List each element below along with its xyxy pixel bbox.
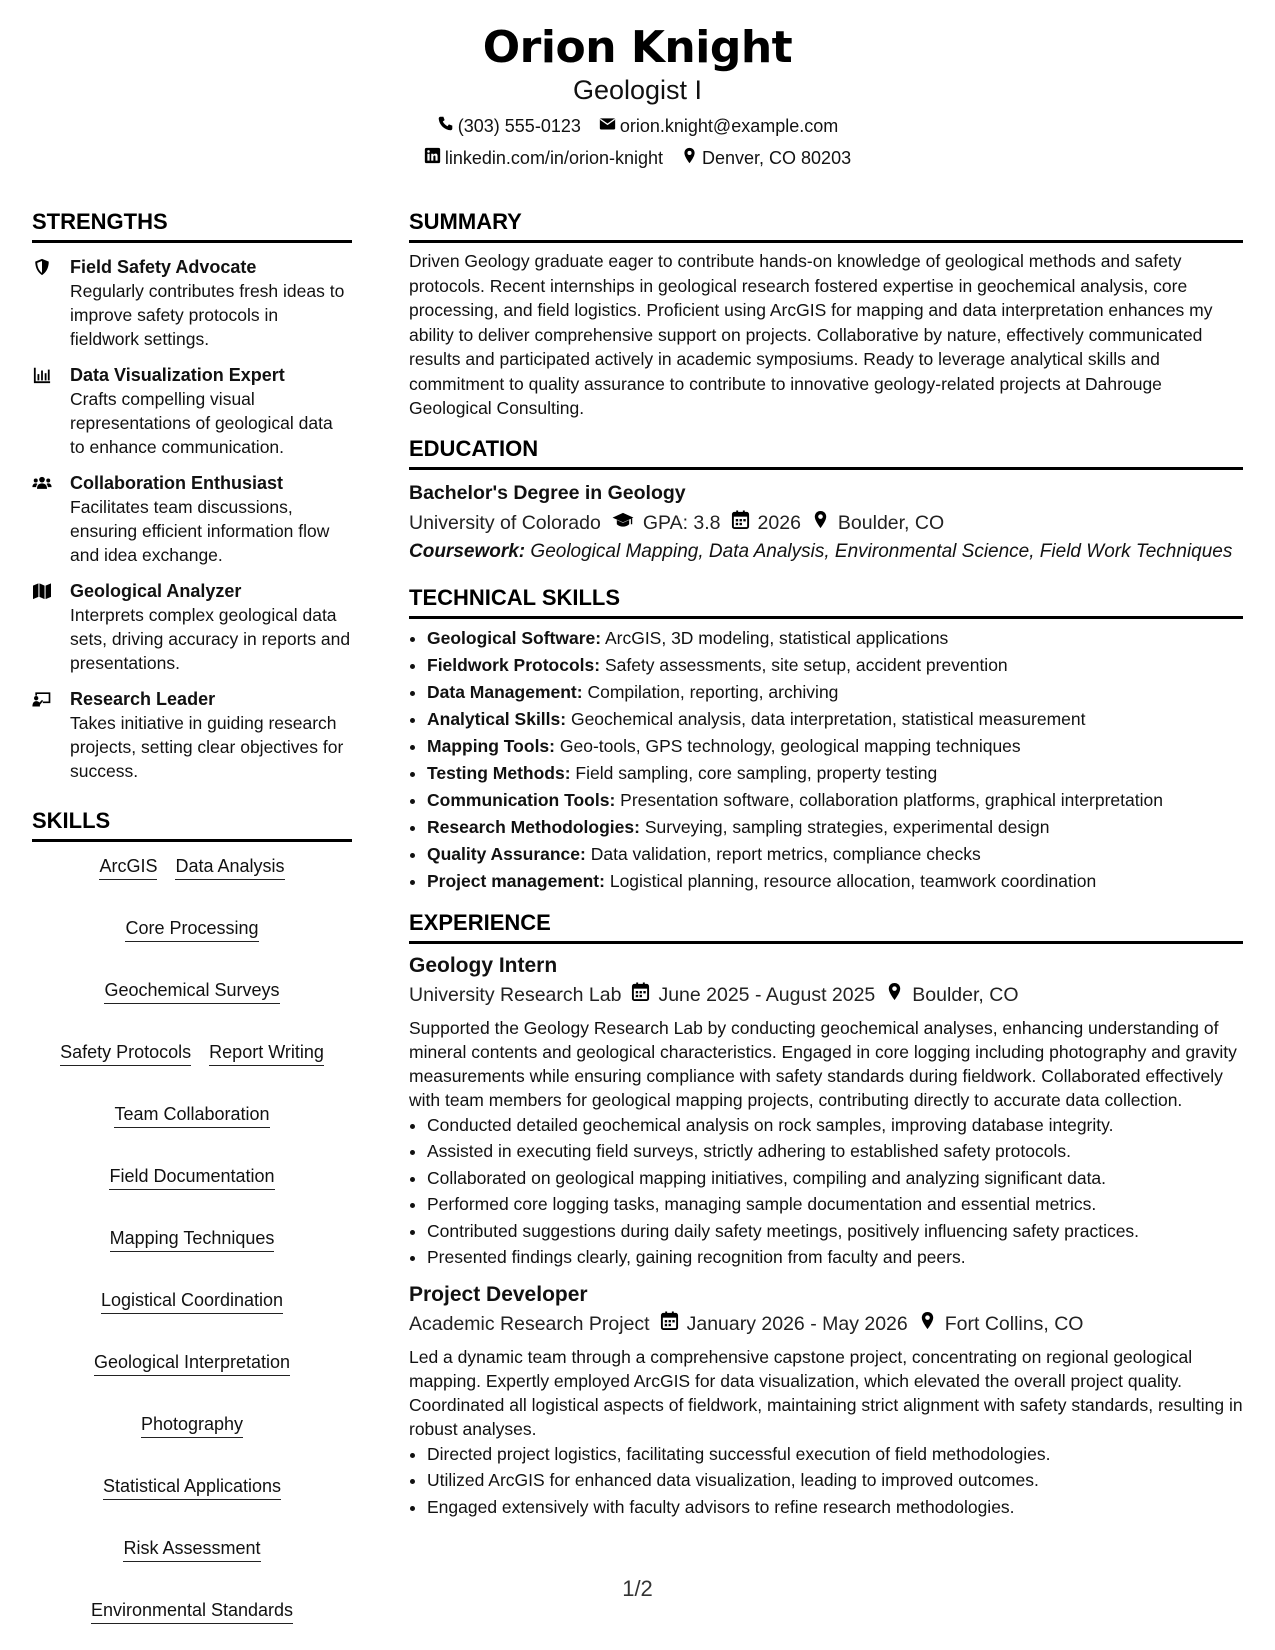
list-item: • Communication Tools: Presentation software, collaboration platforms, graphical interpretation bbox=[427, 787, 1243, 814]
list-item: • Analytical Skills: Geochemical analysis, data interpretation, statistical measurement bbox=[427, 706, 1243, 733]
skill-chip: Report Writing bbox=[209, 1040, 324, 1066]
strength-title: Data Visualization Expert bbox=[70, 365, 285, 385]
list-item: • Data Management: Compilation, reporting, archiving bbox=[427, 679, 1243, 706]
calendar-icon bbox=[660, 1311, 679, 1337]
skill-chip: Mapping Techniques bbox=[110, 1226, 275, 1252]
skill-chip: Field Documentation bbox=[109, 1164, 274, 1190]
list-item: • Fieldwork Protocols: Safety assessments, site setup, accident prevention bbox=[427, 652, 1243, 679]
job-dates bbox=[631, 982, 875, 1008]
skill-chip: Data Analysis bbox=[175, 854, 284, 880]
education-meta bbox=[409, 510, 1243, 536]
strength-desc: Crafts compelling visual representations of geological data to enhance communication. bbox=[70, 389, 333, 457]
contact-row-1 bbox=[0, 114, 1275, 138]
list-item: • Directed project logistics, facilitating successful execution of field methodologies. bbox=[427, 1441, 1243, 1468]
list-item: • Performed core logging tasks, managing sample documentation and essential metrics. bbox=[427, 1191, 1243, 1218]
skill-chip: Statistical Applications bbox=[103, 1474, 281, 1500]
map-pin-icon bbox=[811, 510, 830, 536]
job-title: Project Developer bbox=[409, 1282, 588, 1306]
gpa bbox=[611, 510, 721, 536]
list-item: • Contributed suggestions during daily safety meetings, positively influencing safety practices. bbox=[427, 1218, 1243, 1245]
list-item: • Geological Software: ArcGIS, 3D modeling, statistical applications bbox=[427, 625, 1243, 652]
contact-phone[interactable] bbox=[437, 114, 581, 138]
map-icon bbox=[32, 579, 70, 675]
resume-header bbox=[0, 20, 1275, 170]
list-item: • Mapping Tools: Geo-tools, GPS technology, geological mapping techniques bbox=[427, 733, 1243, 760]
strength-desc: Takes initiative in guiding research projects, setting clear objectives for success. bbox=[70, 713, 344, 781]
location-text: Denver, CO 80203 bbox=[702, 148, 852, 168]
coursework bbox=[409, 540, 1243, 564]
strength-item bbox=[32, 687, 352, 783]
strength-title: Collaboration Enthusiast bbox=[70, 473, 284, 493]
gpa-text: GPA: 3.8 bbox=[642, 511, 721, 534]
strength-title: Geological Analyzer bbox=[70, 581, 242, 601]
job-description: Led a dynamic team through a comprehensive capstone project, concentrating on regional geological mapping. Expertly employed ArcGIS for data visualization, which elevated the overall project quality. Coordinated all logistical aspects of fieldwork, maintaining strict alignment with safety standards, resulting in robust analyses. bbox=[409, 1346, 1243, 1439]
skill-chip: Environmental Standards bbox=[91, 1598, 293, 1624]
list-item: • Project management: Logistical planning, resource allocation, teamwork coordination bbox=[427, 868, 1243, 895]
location-text: Boulder, CO bbox=[912, 983, 1019, 1006]
job-location bbox=[885, 982, 1018, 1008]
contact-location bbox=[681, 146, 851, 170]
list-item: • Testing Methods: Field sampling, core sampling, property testing bbox=[427, 760, 1243, 787]
job-bullets bbox=[409, 1441, 1243, 1521]
list-item: • Utilized ArcGIS for enhanced data visualization, leading to improved outcomes. bbox=[427, 1467, 1243, 1494]
dates-text: June 2025 - August 2025 bbox=[658, 983, 876, 1006]
right-column bbox=[409, 208, 1243, 1520]
list-item: • Quality Assurance: Data validation, report metrics, compliance checks bbox=[427, 841, 1243, 868]
linkedin-icon bbox=[424, 146, 441, 170]
strength-item bbox=[32, 471, 352, 567]
candidate-name: Orion Knight bbox=[482, 22, 793, 73]
skill-chip: Photography bbox=[141, 1412, 243, 1438]
list-item: • Engaged extensively with faculty advisors to refine research methodologies. bbox=[427, 1494, 1243, 1521]
school-name: University of Colorado bbox=[409, 511, 601, 534]
skill-chip: Team Collaboration bbox=[114, 1102, 269, 1128]
job-role: Geologist I bbox=[572, 75, 703, 105]
job-title: Geology Intern bbox=[409, 953, 558, 977]
list-item: • Presented findings clearly, gaining recognition from faculty and peers. bbox=[427, 1244, 1243, 1271]
strength-item bbox=[32, 579, 352, 675]
strength-desc: Facilitates team discussions, ensuring efficient information flow and idea exchange. bbox=[70, 497, 330, 565]
summary-heading: SUMMARY bbox=[409, 208, 1243, 243]
strength-title: Field Safety Advocate bbox=[70, 257, 257, 277]
bar-chart-icon bbox=[32, 363, 70, 459]
map-pin-icon bbox=[681, 146, 698, 170]
contact-linkedin[interactable] bbox=[424, 146, 663, 170]
strength-desc: Regularly contributes fresh ideas to improve safety protocols in fieldwork settings. bbox=[70, 281, 345, 349]
contact-email[interactable] bbox=[599, 114, 838, 138]
experience-heading: EXPERIENCE bbox=[409, 909, 1243, 944]
calendar-icon bbox=[631, 982, 650, 1008]
technical-skills-list bbox=[409, 625, 1243, 895]
calendar-icon bbox=[731, 510, 750, 536]
strength-title: Research Leader bbox=[70, 689, 216, 709]
envelope-icon bbox=[599, 114, 616, 138]
linkedin-text: linkedin.com/in/orion-knight bbox=[444, 148, 663, 168]
location-text: Boulder, CO bbox=[837, 511, 945, 534]
skills-list bbox=[32, 854, 352, 1624]
job-location bbox=[918, 1311, 1084, 1337]
degree-title: Bachelor's Degree in Geology bbox=[409, 481, 686, 504]
year-text: 2026 bbox=[757, 511, 801, 534]
presenter-icon bbox=[32, 687, 70, 783]
list-item: • Collaborated on geological mapping initiatives, compiling and analyzing significant data. bbox=[427, 1165, 1243, 1192]
skill-chip: Geological Interpretation bbox=[94, 1350, 290, 1376]
skill-chip: Safety Protocols bbox=[60, 1040, 191, 1066]
left-column bbox=[32, 208, 352, 1624]
contact-row-2 bbox=[0, 146, 1275, 170]
job-meta bbox=[409, 1311, 1243, 1337]
job-bullets bbox=[409, 1112, 1243, 1271]
job-description: Supported the Geology Research Lab by conducting geochemical analyses, enhancing understanding of mineral contents and geological characteristics. Engaged in core logging including photography and gravity measurements while ensuring compliance with safety standards during fieldwork. Collaborated effectively with team members for geological mapping projects, contributing directly to accurate data collection. bbox=[409, 1017, 1237, 1110]
list-item: • Research Methodologies: Surveying, sampling strategies, experimental design bbox=[427, 814, 1243, 841]
job-meta bbox=[409, 982, 1243, 1008]
strength-desc: Interprets complex geological data sets, driving accuracy in reports and presentations. bbox=[70, 605, 351, 673]
skill-chip: ArcGIS bbox=[99, 854, 157, 880]
job-org: University Research Lab bbox=[409, 983, 622, 1006]
phone-text: (303) 555-0123 bbox=[457, 116, 581, 136]
map-pin-icon bbox=[885, 982, 904, 1008]
strengths-heading: STRENGTHS bbox=[32, 208, 352, 243]
skill-chip: Risk Assessment bbox=[123, 1536, 260, 1562]
strength-item bbox=[32, 363, 352, 459]
technical-skills-heading: TECHNICAL SKILLS bbox=[409, 584, 1243, 619]
job-dates bbox=[660, 1311, 908, 1337]
list-item: • Conducted detailed geochemical analysis on rock samples, improving database integrity. bbox=[427, 1112, 1243, 1139]
location-text: Fort Collins, CO bbox=[944, 1312, 1084, 1335]
education-location bbox=[811, 510, 944, 536]
page-number: 1/2 bbox=[622, 1576, 653, 1601]
education-heading: EDUCATION bbox=[409, 435, 1243, 470]
shield-icon bbox=[32, 255, 70, 351]
phone-icon bbox=[437, 114, 454, 138]
summary-text: Driven Geology graduate eager to contribute hands-on knowledge of geological methods and safety protocols. Recent internships in geological research fostered expertise in geochemical analysis, core processing, and field logistics. Proficient using ArcGIS for mapping and data interpretation enhances my ability to deliver comprehensive support on projects. Collaborative by nature, effectively communicated results and participated actively in academic symposiums. Ready to leverage analytical skills and commitment to quality assurance to contribute to innovative geology-related projects at Dahrouge Geological Consulting. bbox=[409, 251, 1213, 418]
skill-chip: Core Processing bbox=[125, 916, 258, 942]
job-org: Academic Research Project bbox=[409, 1312, 650, 1335]
skills-heading: SKILLS bbox=[32, 807, 352, 842]
graduation-year bbox=[731, 510, 801, 536]
map-pin-icon bbox=[918, 1311, 937, 1337]
coursework-text: Geological Mapping, Data Analysis, Environmental Science, Field Work Techniques bbox=[525, 540, 1233, 562]
strength-item bbox=[32, 255, 352, 351]
users-icon bbox=[32, 471, 70, 567]
skill-chip: Geochemical Surveys bbox=[104, 978, 279, 1004]
email-text: orion.knight@example.com bbox=[619, 116, 839, 136]
list-item: • Assisted in executing field surveys, strictly adhering to established safety protocols. bbox=[427, 1138, 1243, 1165]
graduation-cap-icon bbox=[611, 510, 635, 536]
coursework-label: Coursework: bbox=[409, 540, 526, 562]
skill-chip: Logistical Coordination bbox=[101, 1288, 283, 1314]
dates-text: January 2026 - May 2026 bbox=[686, 1312, 908, 1335]
